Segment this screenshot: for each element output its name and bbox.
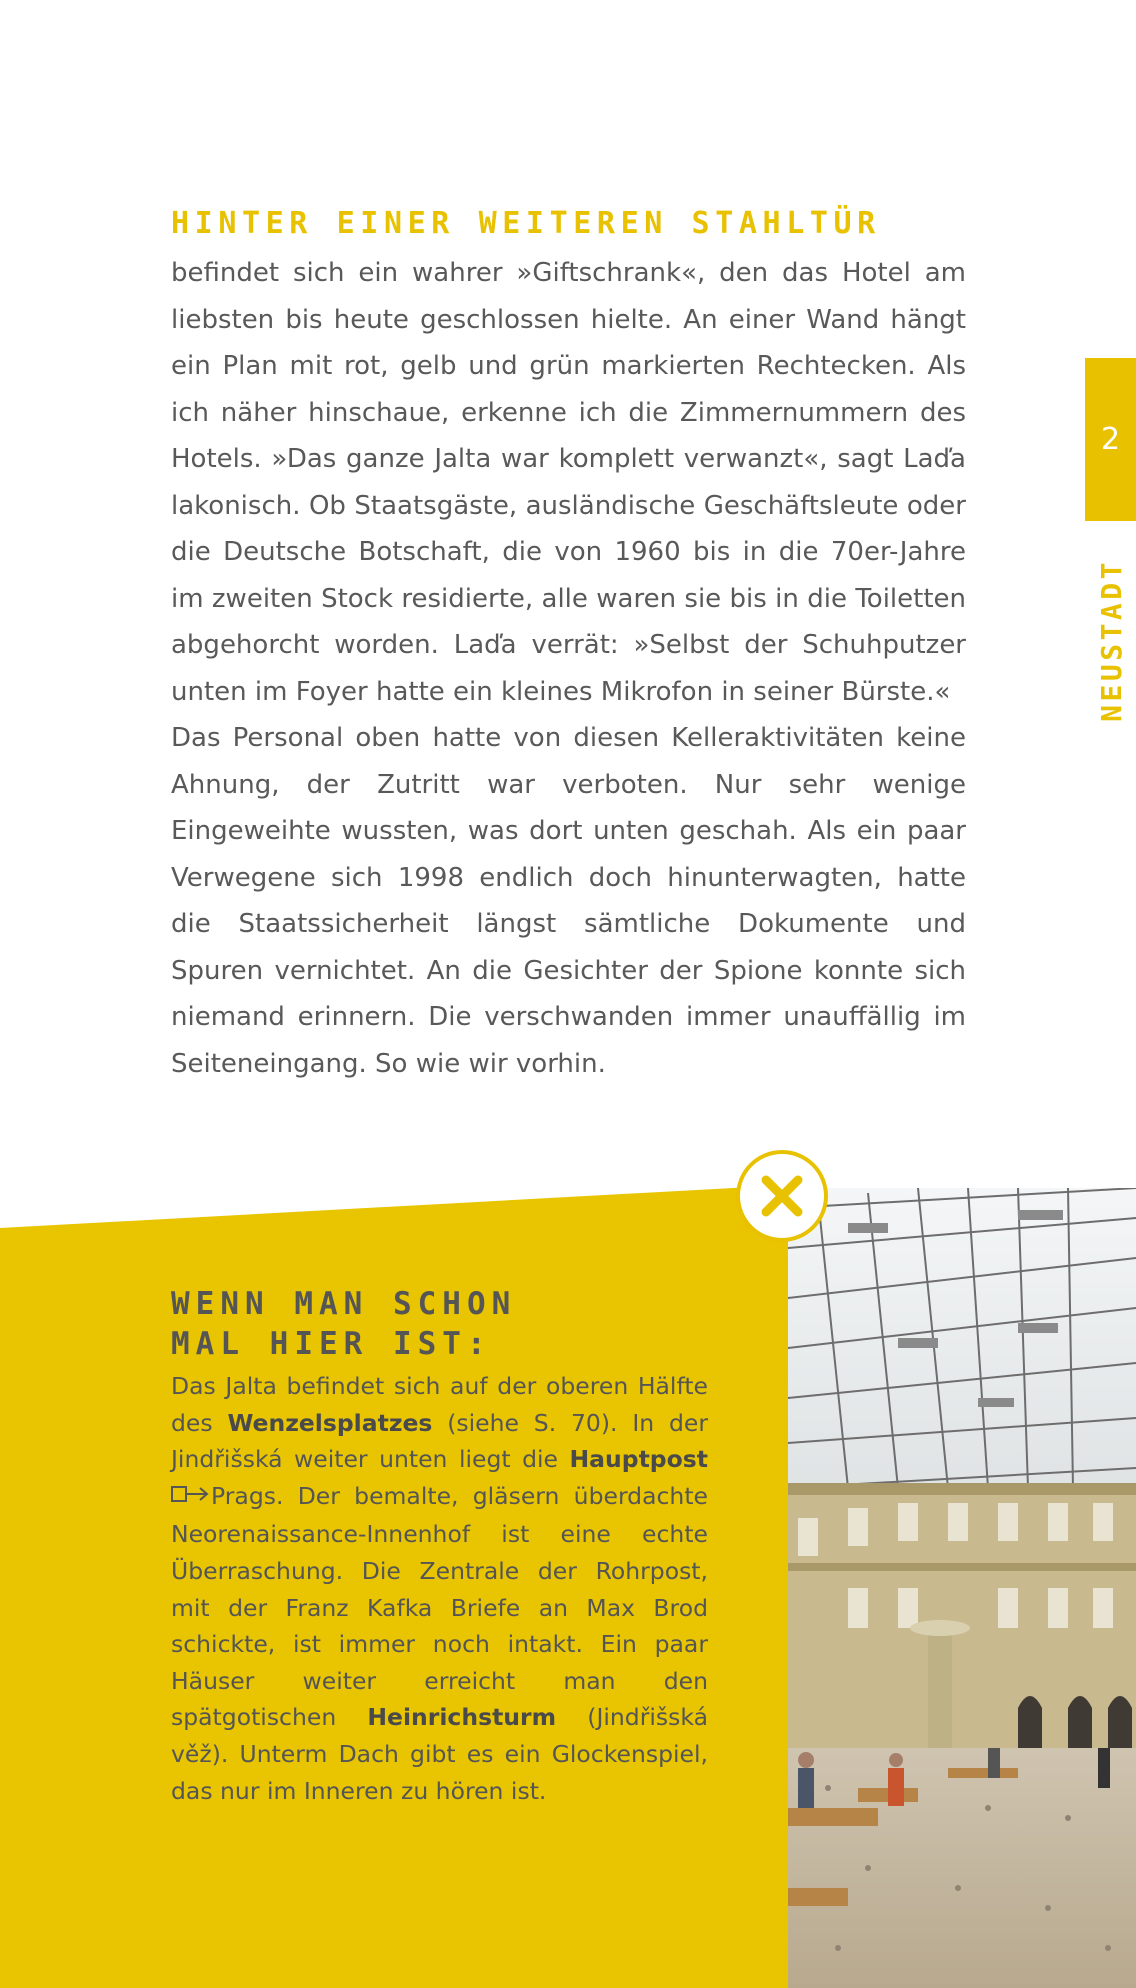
tip-bold-heinrichsturm: Heinrichsturm — [367, 1703, 557, 1732]
tip-heading-highlight: HIER — [269, 1326, 369, 1362]
chapter-label-text: NEUSTADT — [1094, 558, 1128, 722]
article-paragraph-2: Das Personal oben hatte von diesen Kelleraktivitäten keine Ahnung, der Zutritt war verboten. Nur sehr wenige Eingeweihte wussten, was dort unten geschah. Als ein paar Verwegene sich 1998 endlich doch hinunterwagten, hatte die Staatssicherheit längst sämtliche Dokumente und Spuren vernichtet. An die Gesichter der Spione konnte sich niemand erinnern. Die verschwanden immer unauffällig im Seiteneingang. So wie wir vorhin. — [171, 723, 966, 1079]
tip-text-1: Das Jalta befindet sich auf der oberen Hälfte des — [171, 1372, 708, 1437]
hauptpost-photo — [788, 1188, 1136, 1988]
chapter-number: 2 — [1100, 422, 1121, 457]
chapter-label — [1088, 540, 1134, 740]
lead-heading: HINTER EINER WEITEREN STAHLTÜR — [171, 206, 881, 241]
tip-box-text — [171, 1368, 708, 1809]
tip-heading-post: IST: — [368, 1326, 492, 1362]
arrow-right-icon — [171, 1480, 211, 1517]
tip-text-3: Prags. Der bemalte, gläsern überdachte Neorenaissance-Innenhof ist eine echte Überraschung. Die Zentrale der Rohrpost, mit der Franz Kafka Briefe an Max Brod schickte, ist immer noch intakt. Ein paar Häuser weiter erreicht man den spätgotischen — [171, 1481, 708, 1732]
tip-text-4: (Jindřišská věž). Unterm Dach gibt es ein Glockenspiel, das nur im Inneren zu hören ist. — [171, 1703, 708, 1805]
tip-text-2: (siehe S. 70). In der Jindřišská weiter unten liegt die — [171, 1408, 709, 1474]
article — [171, 198, 966, 1087]
tip-box-heading — [171, 1284, 731, 1364]
tip-heading-line-2 — [171, 1324, 731, 1364]
x-cross-icon — [736, 1150, 828, 1242]
tip-heading-line-1: WENN MAN SCHON — [171, 1286, 517, 1322]
chapter-tab — [1085, 358, 1136, 521]
tip-bold-hauptpost: Hauptpost — [569, 1445, 708, 1474]
tip-heading-pre: MAL — [171, 1326, 270, 1362]
tip-bold-wenzelsplatz: Wenzelsplatzes — [227, 1408, 433, 1437]
article-paragraph-1: befindet sich ein wahrer »Giftschrank«, den das Hotel am liebsten bis heute geschlossen hielte. An einer Wand hängt ein Plan mit rot, gelb und grün markierten Rechtecken. Als ich näher hinschaue, erkenne ich die Zimmernummern des Hotels. »Das ganze Jalta war komplett verwanzt«, sagt Laďa lakonisch. Ob Staatsgäste, ausländische Geschäftsleute oder die Deutsche Botschaft, die von 1960 bis in die 70er-Jahre im zweiten Stock residierte, alle waren sie bis in die Toiletten abgehorcht worden. Laďa verrät: »Selbst der Schuhputzer unten im Foyer hatte ein kleines Mikrofon in seiner Bürste.« — [171, 258, 966, 707]
